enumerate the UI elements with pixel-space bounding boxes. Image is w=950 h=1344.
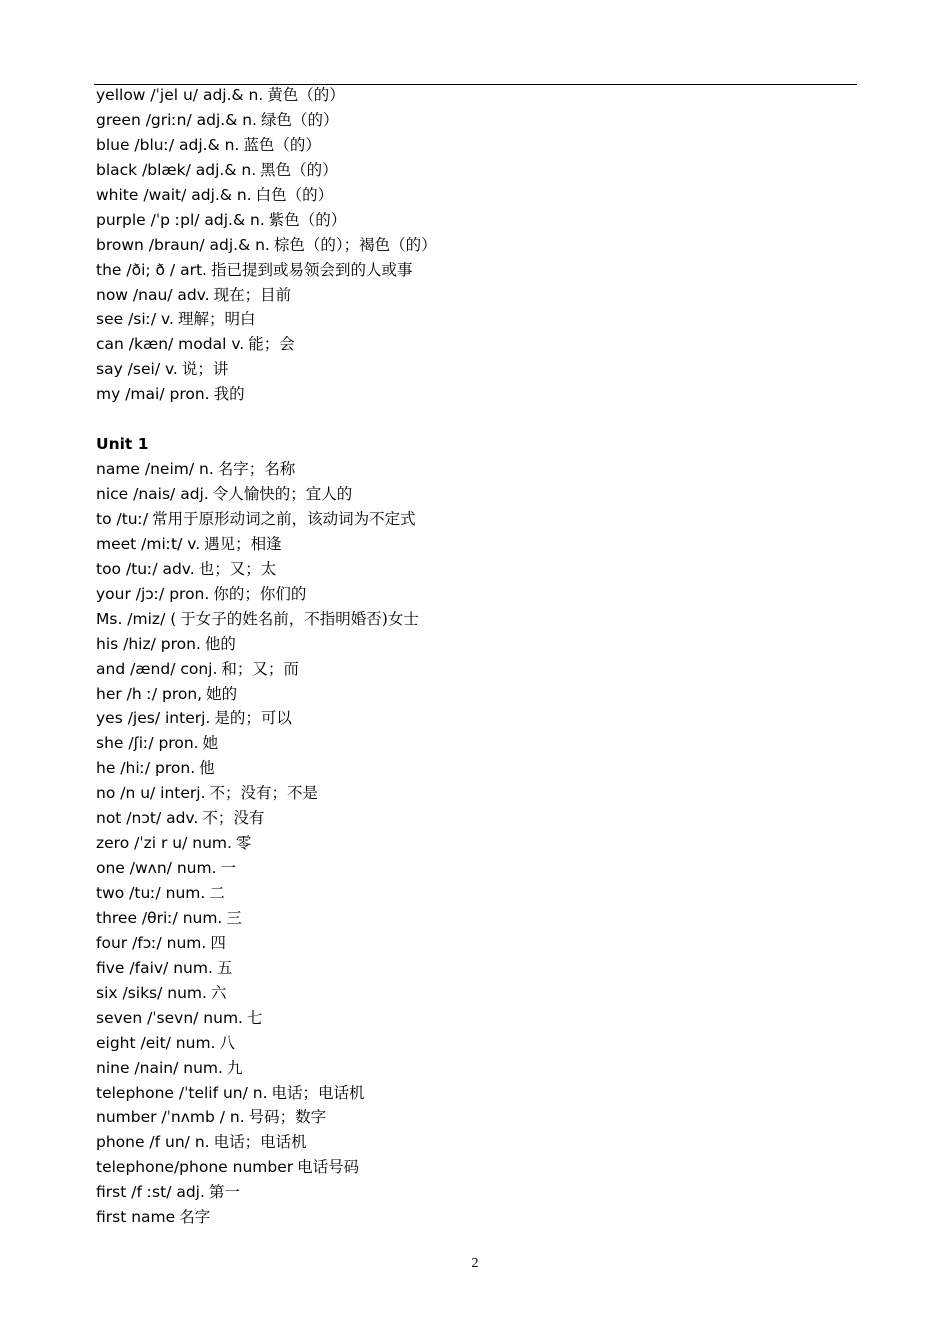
chinese-meaning: 七 xyxy=(247,1008,263,1027)
english-term: green /griːn/ adj.& n. xyxy=(96,110,257,129)
vocab-entry xyxy=(96,183,856,208)
chinese-meaning: 电话；电话机 xyxy=(271,1083,365,1102)
english-term: see /siː/ v. xyxy=(96,310,174,329)
chinese-meaning: 黄色（的） xyxy=(267,86,345,104)
vocab-entry xyxy=(96,881,856,906)
english-term: white /wait/ adj.& n. xyxy=(96,185,252,204)
chinese-meaning: 不；没有 xyxy=(202,809,265,828)
chinese-meaning: 零 xyxy=(235,834,252,853)
english-term: she /ʃiː/ pron. xyxy=(96,734,199,753)
vocab-entry xyxy=(96,632,856,657)
english-term: first /f ːst/ adj. xyxy=(96,1183,205,1202)
vocab-entry xyxy=(96,756,856,781)
chinese-meaning: 遇见；相逢 xyxy=(204,534,282,553)
vocab-entry xyxy=(96,258,856,283)
vocab-entry xyxy=(96,507,856,532)
vocab-entry xyxy=(96,931,856,956)
chinese-meaning: 他 xyxy=(199,759,215,778)
vocab-entry xyxy=(96,831,856,856)
colors-section xyxy=(96,83,856,407)
chinese-meaning: 他的 xyxy=(204,634,236,653)
english-term: now /nau/ adv. xyxy=(96,285,210,304)
chinese-meaning: 棕色（的）；褐色（的） xyxy=(273,235,437,254)
english-term: no /n u/ interj. xyxy=(96,784,206,803)
vocab-entry xyxy=(96,781,856,806)
english-term: four /fɔː/ num. xyxy=(96,933,207,952)
english-term: not /nɔt/ adv. xyxy=(96,809,199,828)
chinese-meaning: 令人愉快的；宜人的 xyxy=(212,485,353,503)
vocab-entry xyxy=(96,1056,856,1081)
vocab-entry xyxy=(96,1105,856,1130)
english-term: his /hiz/ pron. xyxy=(96,634,201,653)
vocab-entry xyxy=(96,856,856,881)
vocab-entry xyxy=(96,158,856,183)
vocab-entry xyxy=(96,332,856,357)
english-term: my /mai/ pron. xyxy=(96,385,210,404)
vocab-entry xyxy=(96,457,856,482)
chinese-meaning: 白色（的） xyxy=(255,185,334,204)
vocab-entry xyxy=(96,1006,856,1031)
vocab-entry xyxy=(96,83,856,108)
vocab-entry xyxy=(96,1031,856,1056)
english-term: to /tuː/ xyxy=(96,509,149,528)
vocab-entry xyxy=(96,382,856,407)
chinese-meaning: 和；又；而 xyxy=(221,659,299,678)
chinese-meaning: 二 xyxy=(209,884,225,902)
vocab-entry xyxy=(96,657,856,682)
english-term: one /wʌn/ num. xyxy=(96,859,217,878)
vocab-entry xyxy=(96,1205,856,1230)
vocabulary-list xyxy=(96,83,856,1230)
chinese-meaning: 五 xyxy=(216,958,233,977)
vocab-entry xyxy=(96,108,856,133)
chinese-meaning: 第一 xyxy=(208,1183,240,1202)
chinese-meaning: 你的；你们的 xyxy=(213,584,307,603)
english-term: nine /nain/ num. xyxy=(96,1058,223,1077)
chinese-meaning: 理解；明白 xyxy=(177,310,256,329)
english-term: three /θriː/ num. xyxy=(96,908,223,927)
chinese-meaning: 紫色（的） xyxy=(268,210,347,229)
unit-heading: Unit 1 xyxy=(96,435,149,454)
english-term: two /tuː/ num. xyxy=(96,884,206,902)
vocab-entry xyxy=(96,357,856,382)
vocab-entry xyxy=(96,956,856,981)
english-term: her /h ː/ pron, xyxy=(96,684,203,703)
english-term: too /tuː/ adv. xyxy=(96,559,195,578)
english-term: five /faiv/ num. xyxy=(96,958,213,977)
vocab-entry xyxy=(96,208,856,233)
chinese-meaning: 黑色（的） xyxy=(260,160,338,179)
vocab-entry xyxy=(96,283,856,308)
vocab-entry xyxy=(96,133,856,158)
vocab-entry xyxy=(96,1130,856,1155)
chinese-meaning: 名字 xyxy=(179,1208,211,1227)
chinese-meaning: 名字；名称 xyxy=(217,460,296,479)
vocab-entry xyxy=(96,233,856,258)
chinese-meaning: 常用于原形动词之前，该动词为不定式 xyxy=(152,509,416,528)
english-term: six /siks/ num. xyxy=(96,983,207,1002)
chinese-meaning: 我的 xyxy=(213,385,245,404)
english-term: nice /nais/ adj. xyxy=(96,485,209,503)
chinese-meaning: 她的 xyxy=(206,684,238,703)
chinese-meaning: 九 xyxy=(226,1058,243,1077)
chinese-meaning: 电话号码 xyxy=(297,1158,360,1177)
chinese-meaning: 不；没有；不是 xyxy=(209,784,319,803)
vocab-entry xyxy=(96,1180,856,1205)
english-term: your /jɔː/ pron. xyxy=(96,584,210,603)
chinese-meaning: 六 xyxy=(210,983,227,1002)
chinese-meaning: 是的；可以 xyxy=(214,709,292,728)
vocab-entry xyxy=(96,557,856,582)
english-term: black /blæk/ adj.& n. xyxy=(96,160,257,179)
chinese-meaning: 电话；电话机 xyxy=(213,1133,307,1152)
english-term: first name xyxy=(96,1208,176,1227)
english-term: yellow /ˈjel u/ adj.& n. xyxy=(96,86,264,104)
english-term: number /ˈnʌmb / n. xyxy=(96,1108,245,1127)
chinese-meaning: 她 xyxy=(202,734,219,753)
english-term: eight /eit/ num. xyxy=(96,1033,216,1052)
english-term: meet /miːt/ v. xyxy=(96,534,201,553)
vocab-entry xyxy=(96,981,856,1006)
chinese-meaning: 蓝色（的） xyxy=(243,135,321,154)
chinese-meaning: 于女子的姓名前，不指明婚否)女士 xyxy=(180,609,419,628)
chinese-meaning: 说；讲 xyxy=(181,360,229,379)
vocab-entry xyxy=(96,607,856,632)
chinese-meaning: 四 xyxy=(210,933,226,952)
vocab-entry xyxy=(96,582,856,607)
english-term: yes /jes/ interj. xyxy=(96,709,211,728)
english-term: Ms. /miz/ ( xyxy=(96,609,177,628)
english-term: seven /ˈsevn/ num. xyxy=(96,1008,243,1027)
section-spacer xyxy=(96,407,856,432)
english-term: say /sei/ v. xyxy=(96,360,178,379)
english-term: zero /ˈzi r u/ num. xyxy=(96,834,232,853)
vocab-entry xyxy=(96,482,856,507)
vocab-entry xyxy=(96,307,856,332)
chinese-meaning: 一 xyxy=(220,859,237,878)
unit1-section xyxy=(96,457,856,1230)
chinese-meaning: 三 xyxy=(226,908,242,927)
vocab-entry xyxy=(96,731,856,756)
chinese-meaning: 绿色（的） xyxy=(260,110,339,129)
vocab-entry xyxy=(96,532,856,557)
chinese-meaning: 能；会 xyxy=(248,335,295,354)
vocab-entry xyxy=(96,1155,856,1180)
english-term: the /ði; ð / art. xyxy=(96,260,207,279)
page-number: 2 xyxy=(471,1256,479,1271)
vocab-entry xyxy=(96,682,856,707)
english-term: and /ænd/ conj. xyxy=(96,659,218,678)
english-term: purple /ˈp ːpl/ adj.& n. xyxy=(96,210,265,229)
english-term: telephone /ˈtelif un/ n. xyxy=(96,1083,268,1102)
english-term: he /hiː/ pron. xyxy=(96,759,196,778)
chinese-meaning: 现在；目前 xyxy=(213,285,292,304)
vocab-entry xyxy=(96,706,856,731)
english-term: brown /braun/ adj.& n. xyxy=(96,235,270,254)
english-term: blue /bluː/ adj.& n. xyxy=(96,135,240,154)
chinese-meaning: 八 xyxy=(219,1033,235,1052)
vocab-entry xyxy=(96,806,856,831)
english-term: phone /f un/ n. xyxy=(96,1133,210,1152)
english-term: name /neim/ n. xyxy=(96,460,214,479)
vocab-entry xyxy=(96,1081,856,1106)
chinese-meaning: 号码；数字 xyxy=(248,1108,327,1127)
chinese-meaning: 指已提到或易领会到的人或事 xyxy=(210,260,413,279)
chinese-meaning: 也；又；太 xyxy=(198,559,277,578)
english-term: telephone/phone number xyxy=(96,1158,294,1177)
english-term: can /kæn/ modal v. xyxy=(96,335,245,354)
vocab-entry xyxy=(96,906,856,931)
